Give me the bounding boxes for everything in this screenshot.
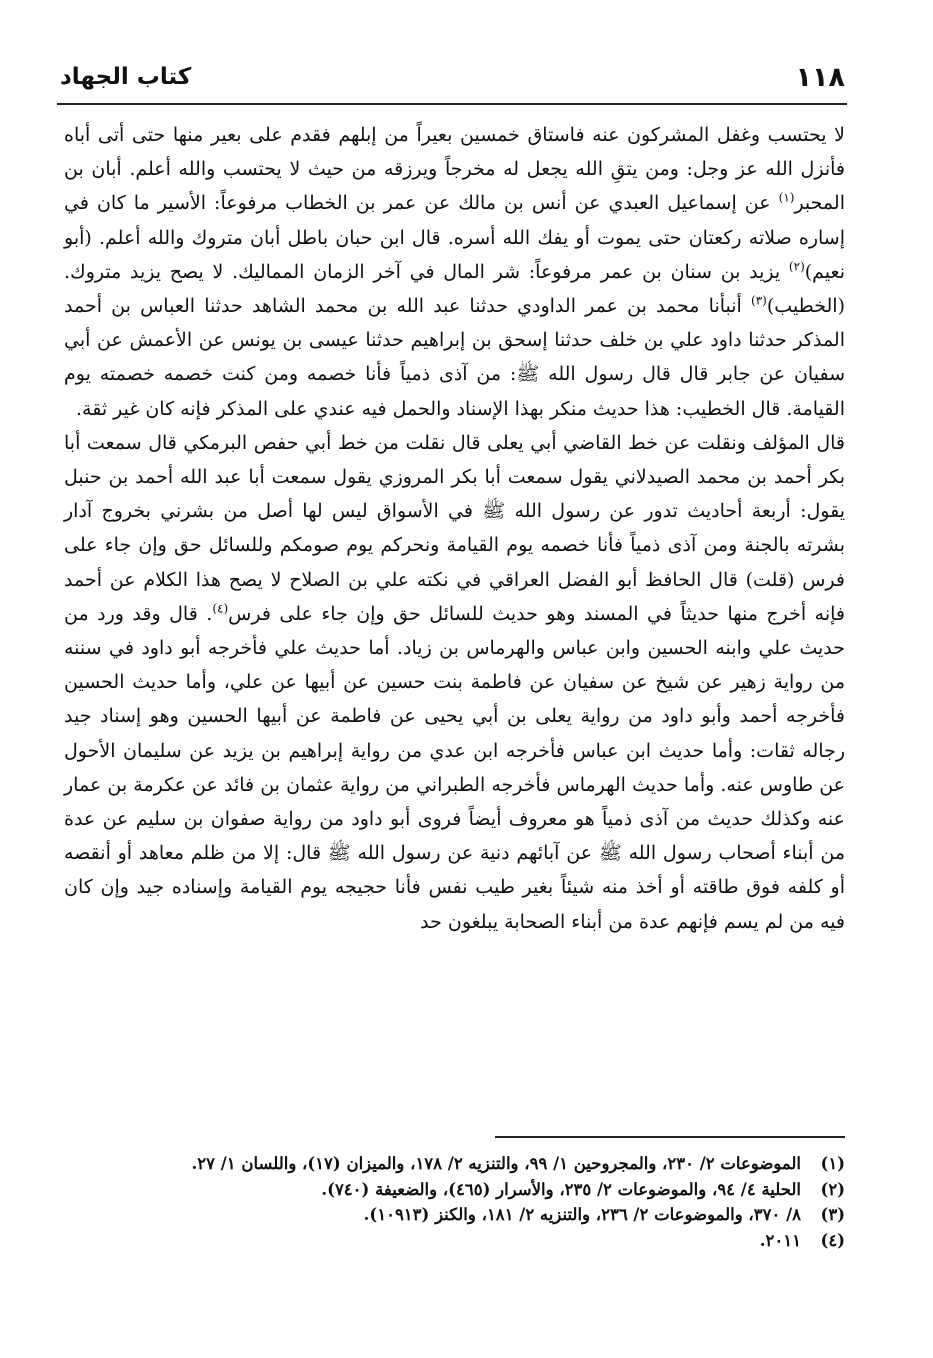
footnote-number: (٢) — [820, 1179, 845, 1199]
footnote — [64, 1177, 845, 1203]
paragraph-text: . قال وقد ورد من حديث علي وابنه الحسين وابن عباس والهرماس بن زياد. أما حديث علي فأخرجه أبو داود في سننه من رواية زهير عن شيخ عن سفيان عن فاطمة بنت حسين عن أبيها عن علي، وأما حديث الحسين فأخرجه أحمد وأبو داود من رواية يعلى بن أبي يحيى عن فاطمة عن أبيها الحسين وهو إسناد جيد رجاله ثقات: وأما حديث ابن عباس فأخرجه ابن عدي من رواية إبراهيم بن يزيد عن سليمان الأحول عن طاوس عنه. وأما حديث الهرماس فأخرجه الطبراني من رواية عثمان بن فائد عن عكرمة بن عمار عنه وكذلك حديث من آذى ذمياً هو معروف أيضاً فروى أبو داود من رواية صفوان بن سليم عن عدة من أبناء أصحاب رسول الله ﷺ عن آبائهم دنية عن رسول الله ﷺ قال: إلا من ظلم معاهد أو أنقصه أو كلفه فوق طاقته أو أخذ منه شيئاً بغير طيب نفس فأنا حجيجه يوم القيامة وإسناده جيد وإن كان فيه من لم يسم فإنهم عدة من أبناء الصحابة يبلغون حد — [64, 602, 845, 933]
paragraph-text: أنبأنا محمد بن عمر الداودي حدثنا عبد الله بن محمد الشاهد حدثنا العباس بن أحمد المذكر حدثنا داود علي بن خلف حدثنا إسحق بن إبراهيم حدثنا عيسى بن يونس عن الأعمش عن أبي سفيان عن جابر قال قال رسول الله ﷺ: من آذى ذمياً فأنا خصمه ومن كنت خصمه خصمته يوم القيامة. قال الخطيب: هذا حديث منكر بهذا الإسناد والحمل فيه عندي على المذكر فإنه كان غير ثقة. — [64, 295, 845, 420]
footnote-number: (١) — [820, 1154, 845, 1173]
footnote — [64, 1202, 845, 1228]
footnotes — [64, 1151, 845, 1253]
footnote-text: ٨/ ٣٧٠، والموضوعات ٢/ ٢٣٦، والتنزيه ٢/ ١٨١، والكنز (١٠٩١٣). — [363, 1205, 801, 1224]
page-header — [60, 62, 845, 102]
paragraph-2 — [64, 426, 845, 939]
footnote-marker: (٢) — [788, 259, 805, 274]
footnote — [64, 1151, 845, 1177]
footnote-text: الموضوعات ٢/ ٢٣٠، والمجروحين ١/ ٩٩، والتنزيه ٢/ ١٧٨، والميزان (١٧)، واللسان ١/ ٢٧. — [191, 1154, 801, 1173]
footnote-text: الحلية ٤/ ٩٤، والموضوعات ٢/ ٢٣٥، والأسرار (٤٦٥)، والضعيفة (٧٤٠). — [321, 1179, 801, 1199]
footnote — [64, 1228, 845, 1254]
main-text — [64, 118, 845, 939]
footnote-marker: (١) — [778, 191, 795, 206]
paragraph-text: لا يحتسب وغفل المشركون عنه فاستاق خمسين بعيراً من إبلهم فقدم على بعير منها حتى أتى أباه فأنزل الله عز وجل: ومن يتقِ الله يجعل له مخرجاً ويرزقه من حيث لا يحتسب والله أعلم. أبان بن المحبر — [64, 124, 845, 215]
paragraph-text: قال المؤلف ونقلت عن خط القاضي أبي يعلى قال نقلت من خط أبي حفص البرمكي قال سمعت أبا بكر أحمد بن محمد الصيدلاني يقول سمعت أبا بكر المروزي يقول سمعت أبا عبد الله أحمد بن حنبل يقول: أربعة أحاديث تدور عن رسول الله ﷺ في الأسواق ليس لها أصل من بشرني بخروج آدار بشرته بالجنة ومن آذى ذمياً فأنا خصمه يوم القيامة ونحركم يوم صومكم وللسائل حق وإن جاء على فرس (قلت) قال الحافظ أبو الفضل العراقي في نكته علي بن الصلاح لا يصح هذا الكلام عن أحمد فإنه أخرج منها حديثاً في المسند وهو حديث للسائل حق وإن جاء على فرس — [64, 431, 845, 625]
footnote-marker: (٣) — [751, 293, 767, 308]
running-title: كتاب الجهاد — [60, 64, 192, 90]
paragraph-text: عن إسماعيل العبدي عن أنس بن مالك عن عمر بن الخطاب مرفوعاً: الأسير ما كان في إساره صلاته ركعتان حتى يموت أو يفك الله أسره. قال ابن حبان باطل أبان متروك والله أعلم. (أبو نعيم) — [64, 192, 845, 283]
footnote-divider — [495, 1136, 845, 1138]
footnote-number: (٣) — [820, 1205, 845, 1224]
paragraph-1 — [64, 118, 845, 426]
paragraph-text: يزيد بن سنان بن عمر مرفوعاً: شر المال في آخر الزمان المماليك. لا يصح يزيد متروك. (الخطيب) — [64, 260, 845, 318]
footnote-text: ٢٠١١. — [759, 1230, 801, 1250]
header-divider — [57, 103, 847, 105]
page-number: ١١٨ — [795, 62, 845, 93]
footnote-marker: (٤) — [212, 601, 229, 616]
footnote-number: (٤) — [820, 1230, 845, 1250]
